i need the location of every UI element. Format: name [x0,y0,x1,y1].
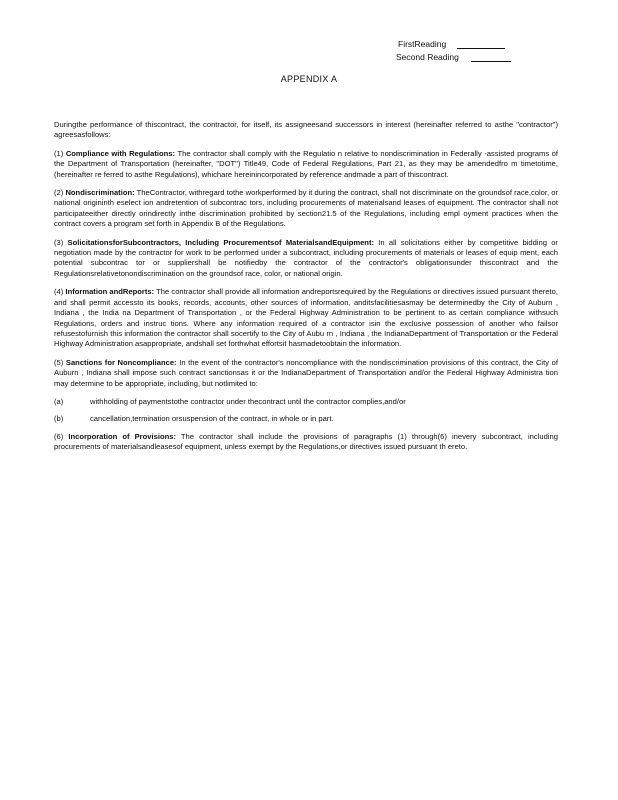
section-text: The contractor shall include the provisions of paragraphs (1) through(6) inevery subcontract, including procurements of materialsandleasesof equipment, unless exempt by the Regulations,or directives issued pursuant th ereto. [54,431,558,452]
section-4 [54,287,558,349]
section-number: (6) [54,431,64,441]
section-number: (1) [54,148,64,158]
section-number: (4) [54,287,64,297]
document-body [54,120,558,461]
section-heading: Compliance with Regulations: [65,148,176,158]
section-heading: Information andReports: [65,287,155,297]
section-heading: SolicitationsforSubcontractors, Including Procurementsof MaterialsandEquipment: [67,237,374,247]
section-heading: Incorporation of Provisions: [68,431,176,441]
section-number: (3) [54,237,64,247]
section-6 [54,432,558,453]
section-text: In all solicitations either by competitive bidding or negotiation made by the contractor for work to be performed under a subcontract, including procurements of materials or leases of equip ment, each potential subcontrac tor or suppliershall be notifiedby the contractor of the contractor's obligationsunder thiscontract and the Regulationsrelativetonondiscrimination on the groundsof race, color, or national origin. [54,237,558,278]
first-reading-label: FirstReading [398,39,447,49]
section-2 [54,188,558,230]
section-1 [54,149,558,180]
section-text: TheContractor, withregard tothe workperformed by it during the contract, shall not discriminate on the groundsof race,color, or national origininth eselect ion andretention of subcontrac tors, including procurements of materialsand leases of equipment. The contractor shall not participateeither directly orindirectly inthe discrimination prohibited by section21.5 of the Regulations, including empl oyment practices when the contract covers a program set forth in Appendix B of the Regulations. [54,188,558,229]
section-number: (2) [54,188,64,198]
document-title: APPENDIX A [280,74,338,84]
section-text: The contractor shall provide all information andreportsrequired by the Regulations or directives issued pursuant thereto, and shall permit accessto its books, records, accounts, other sources of information, anditsfacilitiesasmay be determinedby the City of Auburn , Indiana , the India na Department of Transportation , or the Federal Highway Administration to be pertinent to as certain compliance withsuch Regulations, orders and instruc tions. Where any information required of a contractor isin the exclusive possession of another who failsor refusestofurnish this information the contractor shall socertify to the City of Aubu rn , Indiana , the IndianaDepartment of Transportation or the Federal Highway Administration asappropriate, andshall set forthwhat effortsit hasmadetoobtain the information. [54,287,558,349]
section-heading: Sanctions for Noncompliance: [65,357,177,367]
sanction-item-b [54,414,558,424]
item-label: (b) [54,414,64,424]
section-3 [54,238,558,280]
first-reading-blank [457,39,505,49]
section-number: (5) [54,357,64,367]
second-reading-label: Second Reading [396,52,459,62]
section-heading: Nondiscrimination: [65,188,135,198]
section-5 [54,358,558,389]
item-label: (a) [54,396,64,406]
sanction-item-a [54,397,558,407]
second-reading [396,52,511,62]
section-text: In the event of the contractor's noncompliance with the nondiscrimination provisions of this contract, the City of Auburn , Indiana shall impose such contract sanctionsas it or the IndianaDepartment of Transportation and/or the Federal Highway Administra tion may determine to be appropriate, including, but notlimited to: [54,357,558,388]
item-text: cancellation,termination orsuspension of the contract, in whole or in part. [90,414,334,424]
item-text: withholding of paymentstothe contractor under thecontract until the contractor complies,and/or [90,396,406,406]
second-reading-blank [471,52,511,62]
section-text: The contractor shall comply with the Regulatio n relative to nondiscrimination in Federally -assisted programs of the Department of Transportation (hereinafter, "DOT") Title49, Code of Federal Regulations, Part 21, as they may be amendedfro m timetotime, (hereinafter re ferred to asthe Regulations), whichare hereinincorporated by reference andmade a part of thiscontract. [54,148,558,179]
first-reading [398,39,505,49]
intro-paragraph: Duringthe performance of thiscontract, the contractor, for itself, its assigneesand successors in interest (hereinafter referred to asthe "contractor") agreesasfollows: [54,120,558,140]
